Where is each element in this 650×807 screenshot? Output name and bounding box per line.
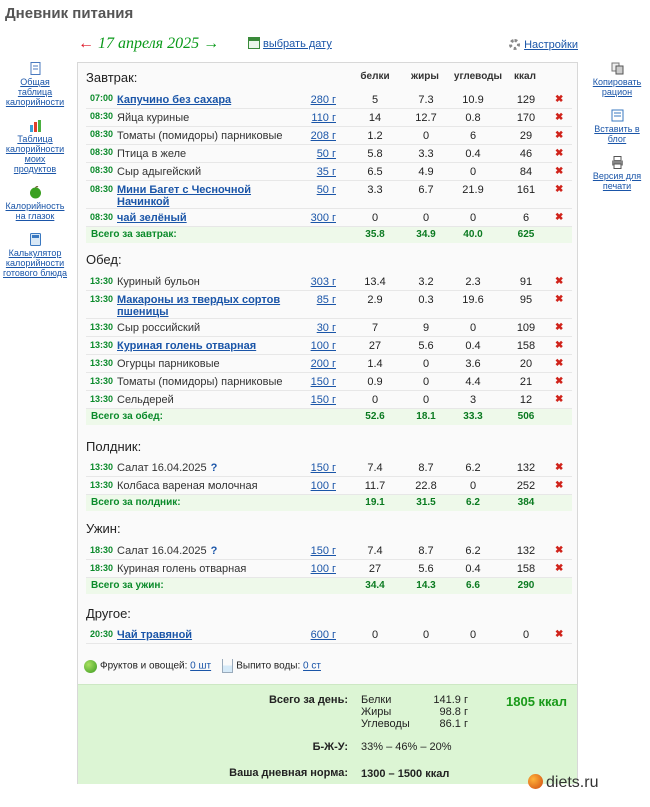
food-fat: 0: [422, 376, 430, 388]
food-name: Колбаса вареная молочная: [117, 480, 258, 492]
daily-norm-value: 1300 – 1500 ккал: [361, 768, 450, 780]
food-carbs: 0: [469, 480, 477, 492]
current-date: 17 апреля 2025: [98, 35, 200, 52]
food-kcal: 252: [516, 480, 536, 492]
total-protein: 34.4: [365, 580, 385, 591]
food-weight[interactable]: 600 г: [310, 629, 336, 641]
food-carbs: 2.3: [465, 276, 481, 288]
copy-ration-link[interactable]: Копировать рацион: [592, 77, 642, 97]
food-fat: 0: [422, 358, 430, 370]
protein-value: 141.9 г: [433, 694, 468, 706]
brand-text: diets.ru: [546, 774, 599, 791]
food-row: [86, 459, 572, 477]
delete-icon[interactable]: ✖: [555, 563, 564, 574]
total-carbs: 40.0: [463, 229, 483, 240]
food-row: [86, 560, 572, 578]
meal-total-label: Всего за полдник:: [91, 497, 181, 508]
food-time: 13:30: [90, 394, 114, 404]
meal-title: Ужин:: [86, 521, 121, 536]
food-name: Сельдерей: [117, 394, 174, 406]
insert-blog[interactable]: [588, 109, 646, 144]
blog-icon: [611, 109, 624, 122]
food-fat: 8.7: [418, 545, 434, 557]
food-kcal: 129: [516, 94, 536, 106]
food-fat: 0: [422, 130, 430, 142]
food-kcal: 91: [519, 276, 533, 288]
food-row: [86, 319, 572, 337]
food-name[interactable]: Чай травяной: [117, 629, 193, 641]
fruits-count-link[interactable]: 0 шт: [190, 660, 212, 672]
food-row: [86, 626, 572, 644]
total-kcal: 290: [517, 580, 535, 591]
food-weight[interactable]: 280 г: [310, 94, 336, 106]
left-nav: [3, 62, 67, 290]
water-count-link[interactable]: 0 ст: [303, 660, 321, 672]
food-kcal: 21: [519, 376, 533, 388]
delete-icon[interactable]: ✖: [555, 376, 564, 387]
food-weight[interactable]: 150 г: [310, 376, 336, 388]
delete-icon[interactable]: ✖: [555, 166, 564, 177]
food-name[interactable]: чай зелёный: [117, 212, 187, 224]
food-name: Томаты (помидоры) парниковые: [117, 376, 283, 388]
food-carbs: 3: [469, 394, 477, 406]
food-fat: 12.7: [415, 112, 437, 124]
page-title: Дневник питания: [5, 5, 134, 22]
food-kcal: 84: [519, 166, 533, 178]
food-weight[interactable]: 200 г: [310, 358, 336, 370]
print-version-link[interactable]: Версия для печати: [592, 171, 642, 191]
document-icon: [29, 62, 42, 75]
food-row: [86, 291, 572, 319]
food-name: Сыр адыгейский: [117, 166, 202, 178]
delete-icon[interactable]: ✖: [555, 322, 564, 333]
day-summary: [78, 684, 577, 784]
bju-label: Б-Ж-У:: [312, 741, 348, 753]
food-row: [86, 109, 572, 127]
meal-total-label: Всего за ужин:: [91, 580, 164, 591]
col-protein: белки: [360, 71, 390, 82]
meal-title: Полдник:: [86, 439, 142, 454]
food-fat: 6.7: [418, 184, 434, 196]
total-carbs: 6.6: [466, 580, 480, 591]
food-fat: 5.6: [418, 563, 434, 575]
food-name: Сыр российский: [117, 322, 201, 334]
meal-total-label: Всего за завтрак:: [91, 229, 177, 240]
meal-total: [86, 578, 572, 594]
nav-calorie-table[interactable]: [3, 62, 67, 107]
date-nav: [78, 35, 219, 53]
delete-icon[interactable]: ✖: [555, 358, 564, 369]
total-protein: 19.1: [365, 497, 385, 508]
food-fat: 22.8: [415, 480, 437, 492]
food-protein: 7.4: [367, 545, 383, 557]
food-kcal: 29: [519, 130, 533, 142]
print-version[interactable]: [588, 156, 646, 191]
food-row: [86, 477, 572, 495]
delete-icon[interactable]: ✖: [555, 340, 564, 351]
food-row: [86, 145, 572, 163]
nav-my-products[interactable]: [3, 119, 67, 174]
food-kcal: 158: [516, 340, 536, 352]
delete-icon[interactable]: ✖: [555, 212, 564, 223]
daily-norm-label: Ваша дневная норма:: [229, 767, 348, 779]
food-time: 08:30: [90, 212, 114, 222]
food-carbs: 6.2: [465, 462, 481, 474]
total-fat: 18.1: [416, 411, 436, 422]
food-fat: 0: [422, 629, 430, 641]
food-row: [86, 373, 572, 391]
delete-icon[interactable]: ✖: [555, 112, 564, 123]
food-row: [86, 273, 572, 291]
food-kcal: 170: [516, 112, 536, 124]
food-fat: 0.3: [418, 294, 434, 306]
food-name: Яйца куриные: [117, 112, 190, 124]
food-row: [86, 127, 572, 145]
meal-title: Обед:: [86, 252, 122, 267]
food-weight[interactable]: 50 г: [316, 184, 336, 196]
food-weight[interactable]: 300 г: [310, 212, 336, 224]
nav-calorie-table-link[interactable]: Общая таблица калорийности: [5, 77, 65, 107]
orange-icon: [528, 774, 543, 789]
delete-icon[interactable]: ✖: [555, 462, 564, 473]
carbs-label: Углеводы: [361, 718, 410, 730]
food-row: [86, 181, 572, 209]
food-weight[interactable]: 303 г: [310, 276, 336, 288]
total-fat: 34.9: [416, 229, 436, 240]
food-carbs: 0.4: [465, 148, 481, 160]
water-label: Выпито воды:: [236, 660, 301, 672]
food-name: [117, 462, 267, 474]
food-fat: 9: [422, 322, 430, 334]
food-fat: 5.6: [418, 340, 434, 352]
food-weight[interactable]: 50 г: [316, 148, 336, 160]
right-nav: [588, 62, 646, 203]
food-kcal: 109: [516, 322, 536, 334]
food-name: Птица в желе: [117, 148, 187, 160]
delete-icon[interactable]: ✖: [555, 629, 564, 640]
food-time: 08:30: [90, 111, 114, 121]
food-time: 18:30: [90, 545, 114, 555]
food-kcal: 46: [519, 148, 533, 160]
meal-title: Завтрак:: [86, 70, 138, 85]
copy-icon: [611, 62, 624, 75]
food-time: 13:30: [90, 294, 114, 304]
delete-icon[interactable]: ✖: [555, 480, 564, 491]
food-protein: 6.5: [367, 166, 383, 178]
food-protein: 13.4: [364, 276, 386, 288]
food-carbs: 10.9: [462, 94, 484, 106]
delete-icon[interactable]: ✖: [555, 130, 564, 141]
food-protein: 27: [368, 563, 382, 575]
calendar-icon[interactable]: [248, 37, 260, 49]
food-name[interactable]: Куриная голень отварная: [117, 340, 257, 352]
calculator-icon: [29, 233, 42, 246]
food-name-text: Салат 16.04.2025: [117, 545, 207, 557]
insert-blog-link[interactable]: Вставить в блог: [594, 124, 640, 144]
fruits-label: Фруктов и овощей:: [100, 660, 188, 672]
food-carbs: 19.6: [462, 294, 484, 306]
meal-total: [86, 495, 572, 511]
food-carbs: 0: [469, 212, 477, 224]
food-kcal: 20: [519, 358, 533, 370]
food-time: 13:30: [90, 462, 114, 472]
food-protein: 7.4: [367, 462, 383, 474]
food-weight[interactable]: 100 г: [310, 480, 336, 492]
food-protein: 5: [371, 94, 379, 106]
food-weight[interactable]: 150 г: [310, 462, 336, 474]
food-carbs: 4.4: [465, 376, 481, 388]
food-protein: 11.7: [364, 480, 386, 492]
food-carbs: 0: [469, 629, 477, 641]
food-weight[interactable]: 100 г: [310, 563, 336, 575]
food-protein: 1.4: [367, 358, 383, 370]
total-kcal: 625: [517, 229, 535, 240]
food-fat: 3.2: [418, 276, 434, 288]
delete-icon[interactable]: ✖: [555, 394, 564, 405]
food-carbs: 6: [469, 130, 477, 142]
total-protein: 35.8: [365, 229, 385, 240]
total-fat: 31.5: [416, 497, 436, 508]
food-kcal: 0: [522, 629, 530, 641]
food-protein: 0: [371, 212, 379, 224]
total-kcal: 506: [517, 411, 535, 422]
food-carbs: 0.4: [465, 340, 481, 352]
food-kcal: 6: [522, 212, 530, 224]
col-carbs: углеводы: [453, 71, 503, 82]
food-fat: 0: [422, 212, 430, 224]
fat-label: Жиры: [361, 706, 392, 718]
food-time: 13:30: [90, 480, 114, 490]
bju-value: 33% – 46% – 20%: [361, 741, 452, 753]
protein-label: Белки: [361, 694, 392, 706]
food-time: 13:30: [90, 358, 114, 368]
apple-icon: [84, 660, 97, 673]
apple-icon: [29, 186, 42, 199]
food-protein: 14: [368, 112, 382, 124]
printer-icon: [611, 156, 624, 169]
food-protein: 0: [371, 394, 379, 406]
gear-icon[interactable]: [509, 39, 520, 50]
food-time: 13:30: [90, 322, 114, 332]
total-protein: 52.6: [365, 411, 385, 422]
help-icon[interactable]: ?: [210, 462, 218, 474]
food-kcal: 161: [516, 184, 536, 196]
delete-icon[interactable]: ✖: [555, 94, 564, 105]
food-fat: 4.9: [418, 166, 434, 178]
food-time: 08:30: [90, 165, 114, 175]
glass-icon: [222, 659, 233, 673]
food-fat: 0: [422, 394, 430, 406]
food-fat: 3.3: [418, 148, 434, 160]
meal-total: [86, 409, 572, 425]
food-carbs: 0.8: [465, 112, 481, 124]
delete-icon[interactable]: ✖: [555, 148, 564, 159]
food-carbs: 6.2: [465, 545, 481, 557]
food-carbs: 3.6: [465, 358, 481, 370]
food-name: [117, 545, 267, 557]
food-protein: 27: [368, 340, 382, 352]
food-weight[interactable]: 35 г: [316, 166, 336, 178]
food-weight[interactable]: 30 г: [316, 322, 336, 334]
date-bar: [78, 35, 578, 55]
extras-bar: [84, 659, 321, 673]
food-name: Огурцы парниковые: [117, 358, 220, 370]
food-protein: 7: [371, 322, 379, 334]
food-time: 08:30: [90, 184, 114, 194]
food-carbs: 0: [469, 322, 477, 334]
bar-chart-icon: [29, 119, 42, 132]
day-total-label: Всего за день:: [268, 694, 348, 706]
food-weight[interactable]: 110 г: [311, 112, 336, 124]
food-kcal: 95: [519, 294, 533, 306]
meal-title: Другое:: [86, 606, 131, 621]
meal-total: [86, 227, 572, 243]
choose-date: [248, 37, 332, 50]
nav-estimate-link[interactable]: Калорийность на глазок: [5, 201, 65, 221]
food-protein: 1.2: [367, 130, 383, 142]
food-kcal: 132: [516, 462, 536, 474]
food-name-text: Салат 16.04.2025: [117, 462, 207, 474]
food-row: [86, 542, 572, 560]
food-weight[interactable]: 85 г: [316, 294, 336, 306]
food-protein: 0.9: [367, 376, 383, 388]
carbs-value: 86.1 г: [439, 718, 468, 730]
food-row: [86, 355, 572, 373]
choose-date-link[interactable]: выбрать дату: [263, 38, 332, 50]
food-time: 08:30: [90, 129, 114, 139]
food-time: 13:30: [90, 340, 114, 350]
total-carbs: 6.2: [466, 497, 480, 508]
total-fat: 14.3: [416, 580, 436, 591]
brand-logo: [528, 774, 598, 792]
total-carbs: 33.3: [463, 411, 483, 422]
food-time: 18:30: [90, 563, 114, 573]
food-row: [86, 209, 572, 227]
meal-total-label: Всего за обед:: [91, 411, 163, 422]
food-protein: 3.3: [367, 184, 383, 196]
fat-value: 98.8 г: [439, 706, 468, 718]
day-kcal: 1805 ккал: [506, 694, 568, 709]
food-carbs: 21.9: [462, 184, 484, 196]
food-name[interactable]: Макароны из твердых сортов пшеницы: [117, 294, 281, 318]
delete-icon[interactable]: ✖: [555, 276, 564, 287]
food-weight[interactable]: 150 г: [310, 545, 336, 557]
settings: [509, 39, 578, 51]
col-kcal: ккал: [514, 71, 536, 82]
copy-ration[interactable]: [588, 62, 646, 97]
food-time: 20:30: [90, 629, 114, 639]
food-kcal: 12: [519, 394, 533, 406]
help-icon[interactable]: ?: [210, 545, 218, 557]
food-carbs: 0: [469, 166, 477, 178]
food-protein: 0: [371, 629, 379, 641]
nav-calculator[interactable]: [3, 233, 67, 278]
food-row: [86, 163, 572, 181]
next-day-arrow[interactable]: →: [203, 35, 220, 52]
food-name[interactable]: Мини Багет с Чесночной Начинкой: [117, 184, 252, 208]
food-time: 13:30: [90, 276, 114, 286]
food-weight[interactable]: 208 г: [310, 130, 336, 142]
food-row: [86, 91, 572, 109]
delete-icon[interactable]: ✖: [555, 184, 564, 195]
delete-icon[interactable]: ✖: [555, 545, 564, 556]
food-kcal: 132: [516, 545, 536, 557]
food-name: Куриный бульон: [117, 276, 200, 288]
food-fat: 7.3: [418, 94, 434, 106]
food-protein: 2.9: [367, 294, 383, 306]
food-name[interactable]: Капучино без сахара: [117, 94, 232, 106]
food-row: [86, 337, 572, 355]
food-protein: 5.8: [367, 148, 383, 160]
col-fat: жиры: [411, 71, 439, 82]
total-kcal: 384: [517, 497, 535, 508]
food-weight[interactable]: 100 г: [310, 340, 336, 352]
food-time: 13:30: [90, 376, 114, 386]
delete-icon[interactable]: ✖: [555, 294, 564, 305]
settings-link[interactable]: Настройки: [524, 39, 578, 51]
food-weight[interactable]: 150 г: [310, 394, 336, 406]
food-name: Куриная голень отварная: [117, 563, 247, 575]
food-kcal: 158: [516, 563, 536, 575]
food-fat: 8.7: [418, 462, 434, 474]
prev-day-arrow[interactable]: ←: [78, 35, 94, 52]
food-name: Томаты (помидоры) парниковые: [117, 130, 283, 142]
food-time: 07:00: [90, 93, 114, 103]
diary-table: [77, 62, 578, 784]
food-time: 08:30: [90, 147, 114, 157]
nav-calculator-link[interactable]: Калькулятор калорийности готового блюда: [3, 248, 68, 278]
nav-my-products-link[interactable]: Таблица калорийности моих продуктов: [5, 134, 65, 174]
nav-estimate[interactable]: [3, 186, 67, 221]
food-row: [86, 391, 572, 409]
food-carbs: 0.4: [465, 563, 481, 575]
